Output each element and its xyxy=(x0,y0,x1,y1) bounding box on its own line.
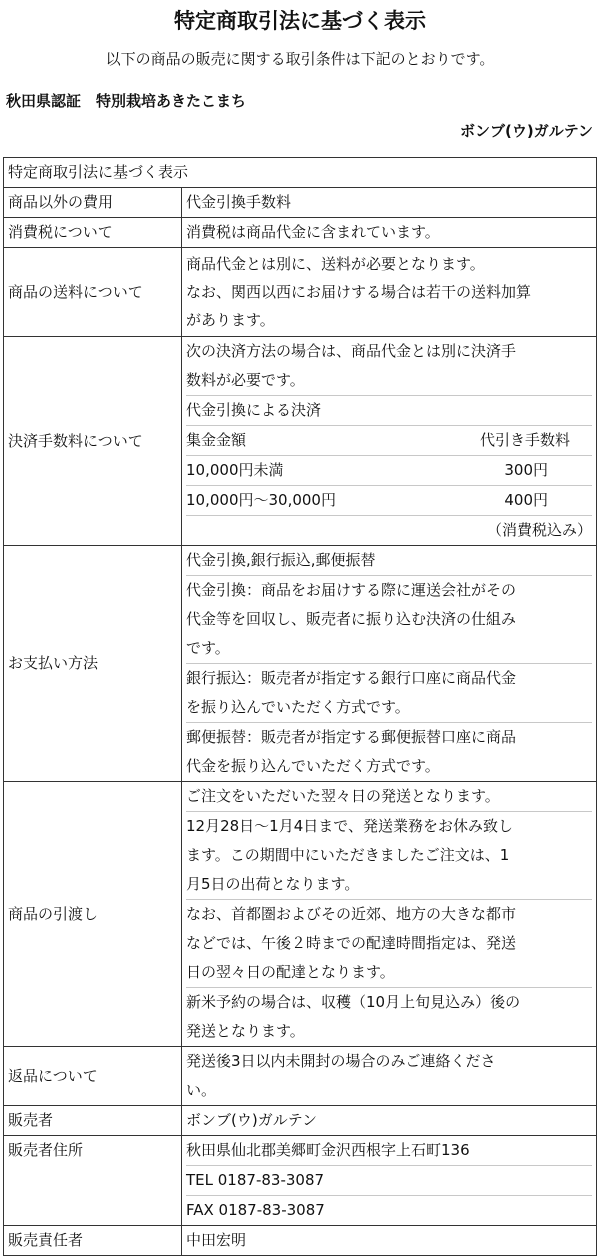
delivery-line: 12月28日～1月4日まで、発送業務をお休み致し xyxy=(186,817,513,835)
payment-bank xyxy=(186,663,592,722)
row-value-fee xyxy=(182,337,597,546)
delivery-line: などでは、午後２時までの配達時間指定は、発送 xyxy=(186,934,517,952)
payment-line: 代金等を回収し、販売者に振り込む決済の仕組み xyxy=(186,610,517,628)
fee-tax-note: （消費税込み） xyxy=(186,515,592,545)
row-value-extra-costs: 代金引換手数料 xyxy=(182,188,597,218)
fee-intro xyxy=(186,337,592,395)
address-line: 秋田県仙北郡美郷町金沢西根字上石町136 xyxy=(186,1141,470,1159)
row-value-returns xyxy=(182,1047,597,1106)
table-row xyxy=(4,218,597,248)
fee-line: 次の決済方法の場合は、商品代金とは別に決済手 xyxy=(186,342,517,360)
payment-line: 代金引換：商品をお届けする際に運送会社がその xyxy=(186,581,517,599)
row-label-tax: 消費税について xyxy=(4,218,182,248)
payment-line: を振り込んでいただく方式です。 xyxy=(186,698,410,716)
fee-line: 数料が必要です。 xyxy=(186,371,305,389)
row-label-delivery: 商品の引渡し xyxy=(4,782,182,1047)
table-row xyxy=(4,782,597,1047)
delivery-line: ます。この期間中にいただきましたご注文は、1 xyxy=(186,846,510,864)
table-row xyxy=(4,1047,597,1106)
fee-columns xyxy=(186,425,592,455)
address-fax: FAX 0187-83-3087 xyxy=(186,1195,592,1225)
fee-amount: 10,000円～30,000円 xyxy=(186,491,336,509)
table-header: 特定商取引法に基づく表示 xyxy=(4,158,597,188)
returns-line: い。 xyxy=(186,1081,217,1099)
row-label-payment: お支払い方法 xyxy=(4,546,182,782)
payment-line: 代金を振り込んでいただく方式です。 xyxy=(186,757,440,775)
table-row xyxy=(4,1226,597,1256)
table-row xyxy=(4,188,597,218)
payment-line: 銀行振込：販売者が指定する銀行口座に商品代金 xyxy=(186,669,517,687)
commerce-law-table xyxy=(3,157,597,1256)
row-label-seller: 販売者 xyxy=(4,1106,182,1136)
fee-method: 代金引換による決済 xyxy=(186,395,592,425)
row-value-address xyxy=(182,1136,597,1226)
table-row xyxy=(4,337,597,546)
shipping-line: なお、関西以西にお届けする場合は若干の送料加算 xyxy=(186,283,532,301)
address-tel: TEL 0187-83-3087 xyxy=(186,1165,592,1195)
row-label-address: 販売者住所 xyxy=(4,1136,182,1226)
row-label-fee: 決済手数料について xyxy=(4,337,182,546)
delivery-line: 発送となります。 xyxy=(186,1022,305,1040)
fee-row xyxy=(186,485,592,515)
payment-line: です。 xyxy=(186,639,230,657)
delivery-line: 月5日の出荷となります。 xyxy=(186,875,360,893)
returns-line: 発送後3日以内未開封の場合のみご連絡くださ xyxy=(186,1052,496,1070)
table-row xyxy=(4,546,597,782)
fee-col-fee: 代引き手数料 xyxy=(479,431,570,449)
table-header-row xyxy=(4,158,597,188)
fee-row xyxy=(186,455,592,485)
table-row xyxy=(4,248,597,337)
product-name: 秋田県認証 特別栽培あきたこまち xyxy=(6,92,247,110)
row-value-delivery xyxy=(182,782,597,1047)
row-value-seller: ボンブ(ウ)ガルテン xyxy=(182,1106,597,1136)
fee-amount: 10,000円未満 xyxy=(186,461,284,479)
fee-value: 400円 xyxy=(504,491,548,509)
row-value-manager: 中田宏明 xyxy=(182,1226,597,1256)
row-value-shipping xyxy=(182,248,597,337)
delivery-line: 日の翌々日の配達となります。 xyxy=(186,963,395,981)
payment-postal xyxy=(186,722,592,781)
shipping-line: 商品代金とは別に、送料が必要となります。 xyxy=(186,255,485,273)
row-label-extra-costs: 商品以外の費用 xyxy=(4,188,182,218)
shipping-line: があります。 xyxy=(186,311,275,329)
row-label-returns: 返品について xyxy=(4,1047,182,1106)
delivery-holiday xyxy=(186,811,592,899)
page-subtitle: 以下の商品の販売に関する取引条件は下記のとおりです。 xyxy=(105,50,495,68)
fee-value: 300円 xyxy=(504,461,548,479)
delivery-line: 新米予約の場合は、収穫（10月上旬見込み）後の xyxy=(186,993,521,1011)
table-row xyxy=(4,1106,597,1136)
delivery-line: ご注文をいただいた翌々日の発送となります。 xyxy=(186,787,500,805)
page-title: 特定商取引法に基づく表示 xyxy=(174,9,426,33)
seller-name-top: ボンブ(ウ)ガルテン xyxy=(460,122,593,140)
payment-line: 郵便振替：販売者が指定する郵便振替口座に商品 xyxy=(186,728,517,746)
row-value-payment xyxy=(182,546,597,782)
table-row xyxy=(4,1136,597,1226)
payment-cod xyxy=(186,575,592,663)
row-value-tax: 消費税は商品代金に含まれています。 xyxy=(182,218,597,248)
fee-col-amount: 集金金額 xyxy=(186,431,247,449)
delivery-line: なお、首都圏およびその近郊、地方の大きな都市 xyxy=(186,905,517,923)
delivery-time xyxy=(186,899,592,987)
row-label-shipping: 商品の送料について xyxy=(4,248,182,337)
delivery-new-rice xyxy=(186,987,592,1046)
payment-line: 代金引換,銀行振込,郵便振替 xyxy=(186,551,376,569)
row-label-manager: 販売責任者 xyxy=(4,1226,182,1256)
